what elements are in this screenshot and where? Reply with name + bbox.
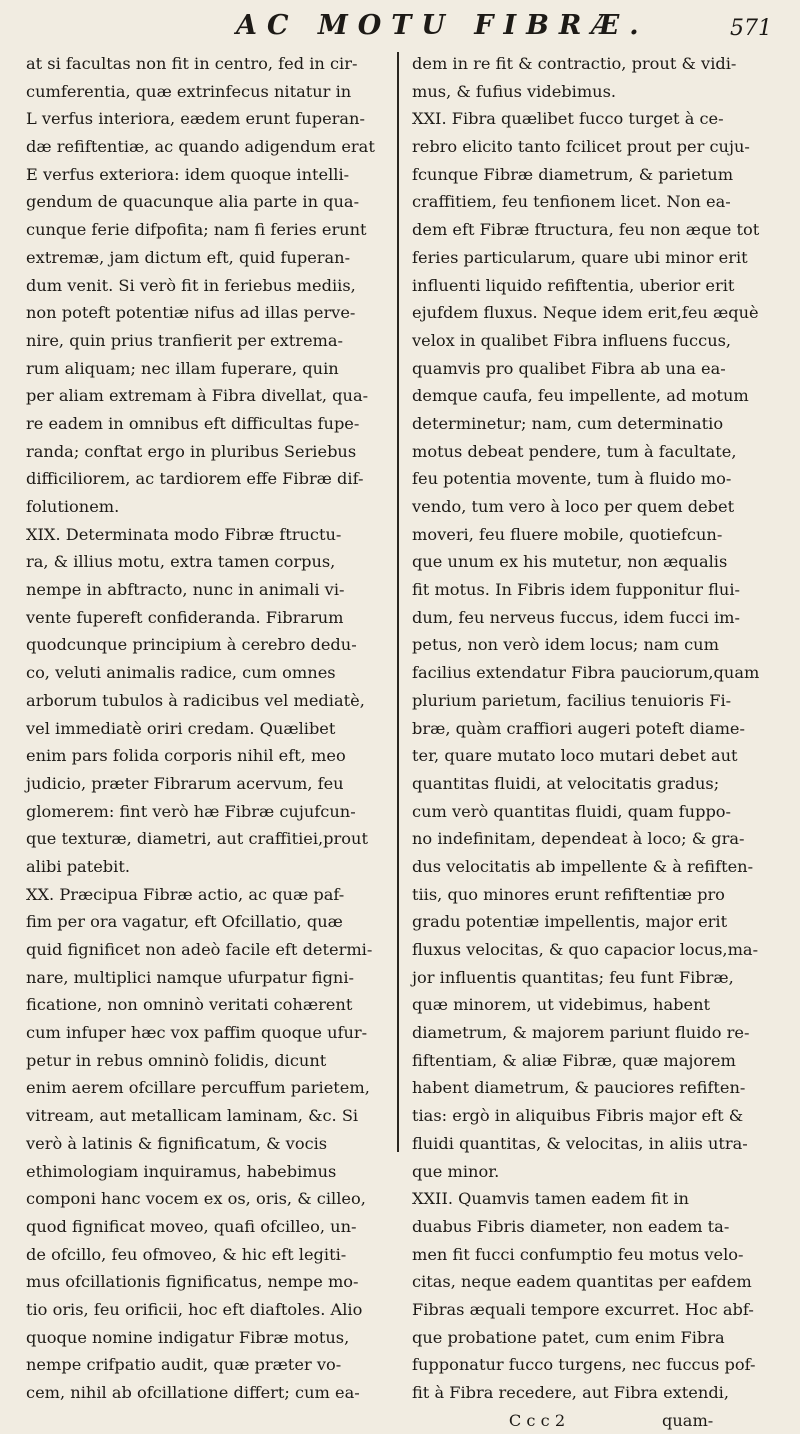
text-line: duabus Fibris diameter, non eadem ta- [412, 1216, 730, 1236]
text-line: craffitiem, feu tenfionem licet. Non ea- [412, 192, 731, 212]
text-line: quæ minorem, ut videbimus, habent [412, 995, 711, 1015]
text-line: extremæ, jam dictum eft, quid fuperan- [26, 247, 351, 267]
text-line: fupponatur fucco turgens, nec fuccus pof- [412, 1355, 756, 1375]
text-line: dem in re fit & contractio, prout & vidi- [412, 54, 737, 73]
text-line: ficatione, non omninò veritati cohærent [26, 995, 353, 1015]
text-line: vel immediatè oriri credam. Quælibet [26, 718, 336, 738]
text-line: cum verò quantitas fluidi, quam fuppo- [412, 801, 732, 821]
text-line: influenti liquido refiftentia, uberior erit [412, 275, 735, 295]
text-line: quid fignificet non adeò facile eft determi- [26, 940, 373, 959]
catchword: quam- [662, 1410, 714, 1430]
text-line: bræ, quàm craffiori augeri poteft diame- [412, 718, 745, 738]
text-line: quodcunque principium à cerebro dedu- [26, 635, 357, 655]
text-line: quamvis pro qualibet Fibra ab una ea- [412, 358, 726, 378]
text-line: vente fupereft confideranda. Fibrarum [26, 607, 344, 627]
text-line: no indefinitam, dependeat à loco; & gra- [412, 829, 745, 849]
text-line: velox in qualibet Fibra influens fuccus, [412, 330, 732, 350]
text-line: folutionem. [26, 497, 120, 516]
text-line: quantitas fluidi, at velocitatis gradus; [412, 773, 720, 793]
text-line: non poteft potentiæ nifus ad illas perve- [26, 303, 356, 323]
text-line: moveri, feu fluere mobile, quotiefcun- [412, 524, 723, 544]
text-line: dus velocitatis ab impellente & à refiften- [412, 856, 754, 876]
text-line: XX. Præcipua Fibræ actio, ac quæ paf- [26, 884, 345, 904]
text-line: co, veluti animalis radice, cum omnes [26, 663, 336, 683]
text-line: randa; conftat ergo in pluribus Seriebus [26, 441, 357, 461]
text-line: Fibras æquali tempore excurret. Hoc abf- [412, 1299, 754, 1319]
text-line: quoque nomine indigatur Fibræ motus, [26, 1327, 350, 1347]
text-line: demque caufa, feu impellente, ad motum [412, 386, 749, 406]
text-line: cum infuper hæc vox paffim quoque ufur- [26, 1023, 368, 1043]
right-text-column [412, 50, 772, 1430]
text-line: cunque ferie difpofita; nam fi feries erunt [26, 220, 367, 240]
text-line: E verfus exteriora: idem quoque intelli- [26, 164, 350, 184]
text-line: que probatione patet, cum enim Fibra [412, 1327, 725, 1347]
text-line: XIX. Determinata modo Fibræ ftructu- [26, 524, 342, 544]
text-line: ra, & illius motu, extra tamen corpus, [26, 552, 336, 572]
left-text-column [26, 50, 386, 1402]
text-line: fit à Fibra recedere, aut Fibra extendi, [412, 1383, 729, 1402]
text-line: enim aerem ofcillare percuffum parietem, [26, 1078, 370, 1098]
text-line: verò à latinis & fignificatum, & vocis [26, 1133, 328, 1153]
text-line: cumferentia, quæ extrinfecus nitatur in [26, 81, 352, 101]
text-line: petur in rebus omninò folidis, dicunt [26, 1050, 327, 1070]
text-line: arborum tubulos à radicibus vel mediatè, [26, 690, 365, 710]
text-line: mus ofcillationis fignificatus, nempe mo- [26, 1272, 359, 1292]
text-line: ter, quare mutato loco mutari debet aut [412, 746, 738, 766]
text-line: ethimologiam inquiramus, habebimus [26, 1161, 337, 1181]
text-line: at si facultas non fit in centro, fed in cir- [26, 54, 358, 73]
text-line: quod fignificat moveo, quafi ofcilleo, un- [26, 1216, 357, 1236]
column-divider [397, 52, 399, 1152]
text-line: fit motus. In Fibris idem fupponitur flui- [412, 580, 740, 600]
text-line: facilius extendatur Fibra pauciorum,quam [412, 663, 760, 683]
text-line: que texturæ, diametri, aut craffitiei,prout [26, 829, 368, 849]
text-line: plurium parietum, facilius tenuioris Fi- [412, 690, 732, 710]
text-line: difficiliorem, ac tardiorem effe Fibræ dif- [26, 469, 364, 489]
text-line: cem, nihil ab ofcillatione differt; cum ea- [26, 1383, 360, 1402]
text-line: fim per ora vagatur, eft Ofcillatio, quæ [26, 912, 343, 932]
text-line: nire, quin prius tranfierit per extrema- [26, 330, 343, 350]
text-line: componi hanc vocem ex os, oris, & cilleo, [26, 1189, 366, 1209]
text-line: citas, neque eadem quantitas per eafdem [412, 1272, 752, 1292]
text-line: enim pars folida corporis nihil eft, meo [26, 746, 346, 766]
text-line: alibi patebit. [26, 856, 130, 876]
text-line: motus debeat pendere, tum à facultate, [412, 441, 737, 461]
text-line: tiis, quo minores erunt refiftentiæ pro [412, 884, 725, 904]
text-line: fluidi quantitas, & velocitas, in aliis utra- [412, 1133, 748, 1153]
text-line: tio oris, feu orificii, hoc eft diaftoles. Alio [26, 1299, 363, 1319]
text-line: feries particularum, quare ubi minor erit [412, 247, 748, 267]
text-line: fluxus velocitas, & quo capacior locus,ma- [412, 940, 759, 959]
text-line: fiftentiam, & aliæ Fibræ, quæ majorem [412, 1050, 736, 1070]
text-line: gradu potentiæ impellentis, major erit [412, 912, 728, 932]
text-line: L verfus interiora, eædem erunt fuperan- [26, 109, 365, 129]
text-line: nempe in abftracto, nunc in animali vi- [26, 580, 345, 600]
text-line: habent diametrum, & pauciores refiften- [412, 1078, 746, 1098]
text-line: dæ refiftentiæ, ac quando adigendum erat [26, 137, 375, 157]
text-line: tias: ergò in aliquibus Fibris major eft & [412, 1106, 744, 1126]
page-number: 571 [730, 16, 772, 41]
text-line: dum, feu nerveus fuccus, idem fucci im- [412, 607, 740, 627]
text-line: jor influentis quantitas; feu funt Fibræ, [412, 967, 734, 987]
text-line: dum venit. Si verò fit in feriebus mediis, [26, 275, 356, 295]
running-title: AC MOTU FIBRÆ. [236, 10, 649, 41]
text-line: vitream, aut metallicam laminam, &c. Si [26, 1106, 359, 1126]
text-line: rebro elicito tanto fcilicet prout per cuju- [412, 137, 750, 157]
text-line: de ofcillo, feu ofmoveo, & hic eft legiti- [26, 1244, 347, 1264]
text-line: que unum ex his mutetur, non æqualis [412, 552, 728, 572]
text-line: dem eft Fibræ ftructura, feu non æque tot [412, 220, 760, 240]
text-line: petus, non verò idem locus; nam cum [412, 635, 719, 655]
footer-line [412, 1407, 772, 1434]
text-line: fcunque Fibræ diametrum, & parietum [412, 164, 734, 184]
signature-mark: C c c 2 [508, 1410, 566, 1430]
text-line: diametrum, & majorem pariunt fluido re- [412, 1023, 750, 1043]
text-line: XXI. Fibra quælibet fucco turget à ce- [412, 109, 724, 129]
text-line: per aliam extremam à Fibra divellat, qua- [26, 386, 369, 406]
text-line: XXII. Quamvis tamen eadem fit in [412, 1189, 689, 1209]
text-line: determinetur; nam, cum determinatio [412, 413, 724, 433]
text-line: gendum de quacunque alia parte in qua- [26, 192, 360, 212]
text-line: rum aliquam; nec illam fuperare, quin [26, 358, 339, 378]
text-line: judicio, præter Fibrarum acervum, feu [26, 773, 344, 793]
text-line: men fit fucci confumptio feu motus velo- [412, 1244, 744, 1264]
text-line: que minor. [412, 1161, 500, 1181]
text-line: nare, multiplici namque ufurpatur figni- [26, 967, 355, 987]
text-line: vendo, tum vero à loco per quem debet [412, 497, 735, 516]
text-line: glomerem: fint verò hæ Fibræ cujufcun- [26, 801, 356, 821]
text-line: mus, & fufius videbimus. [412, 81, 617, 101]
text-line: feu potentia movente, tum à fluido mo- [412, 469, 732, 489]
text-line: re eadem in omnibus eft difficultas fupe- [26, 413, 360, 433]
text-line: nempe crifpatio audit, quæ præter vo- [26, 1355, 342, 1375]
text-line: ejufdem fluxus. Neque idem erit,feu æquè [412, 303, 759, 323]
